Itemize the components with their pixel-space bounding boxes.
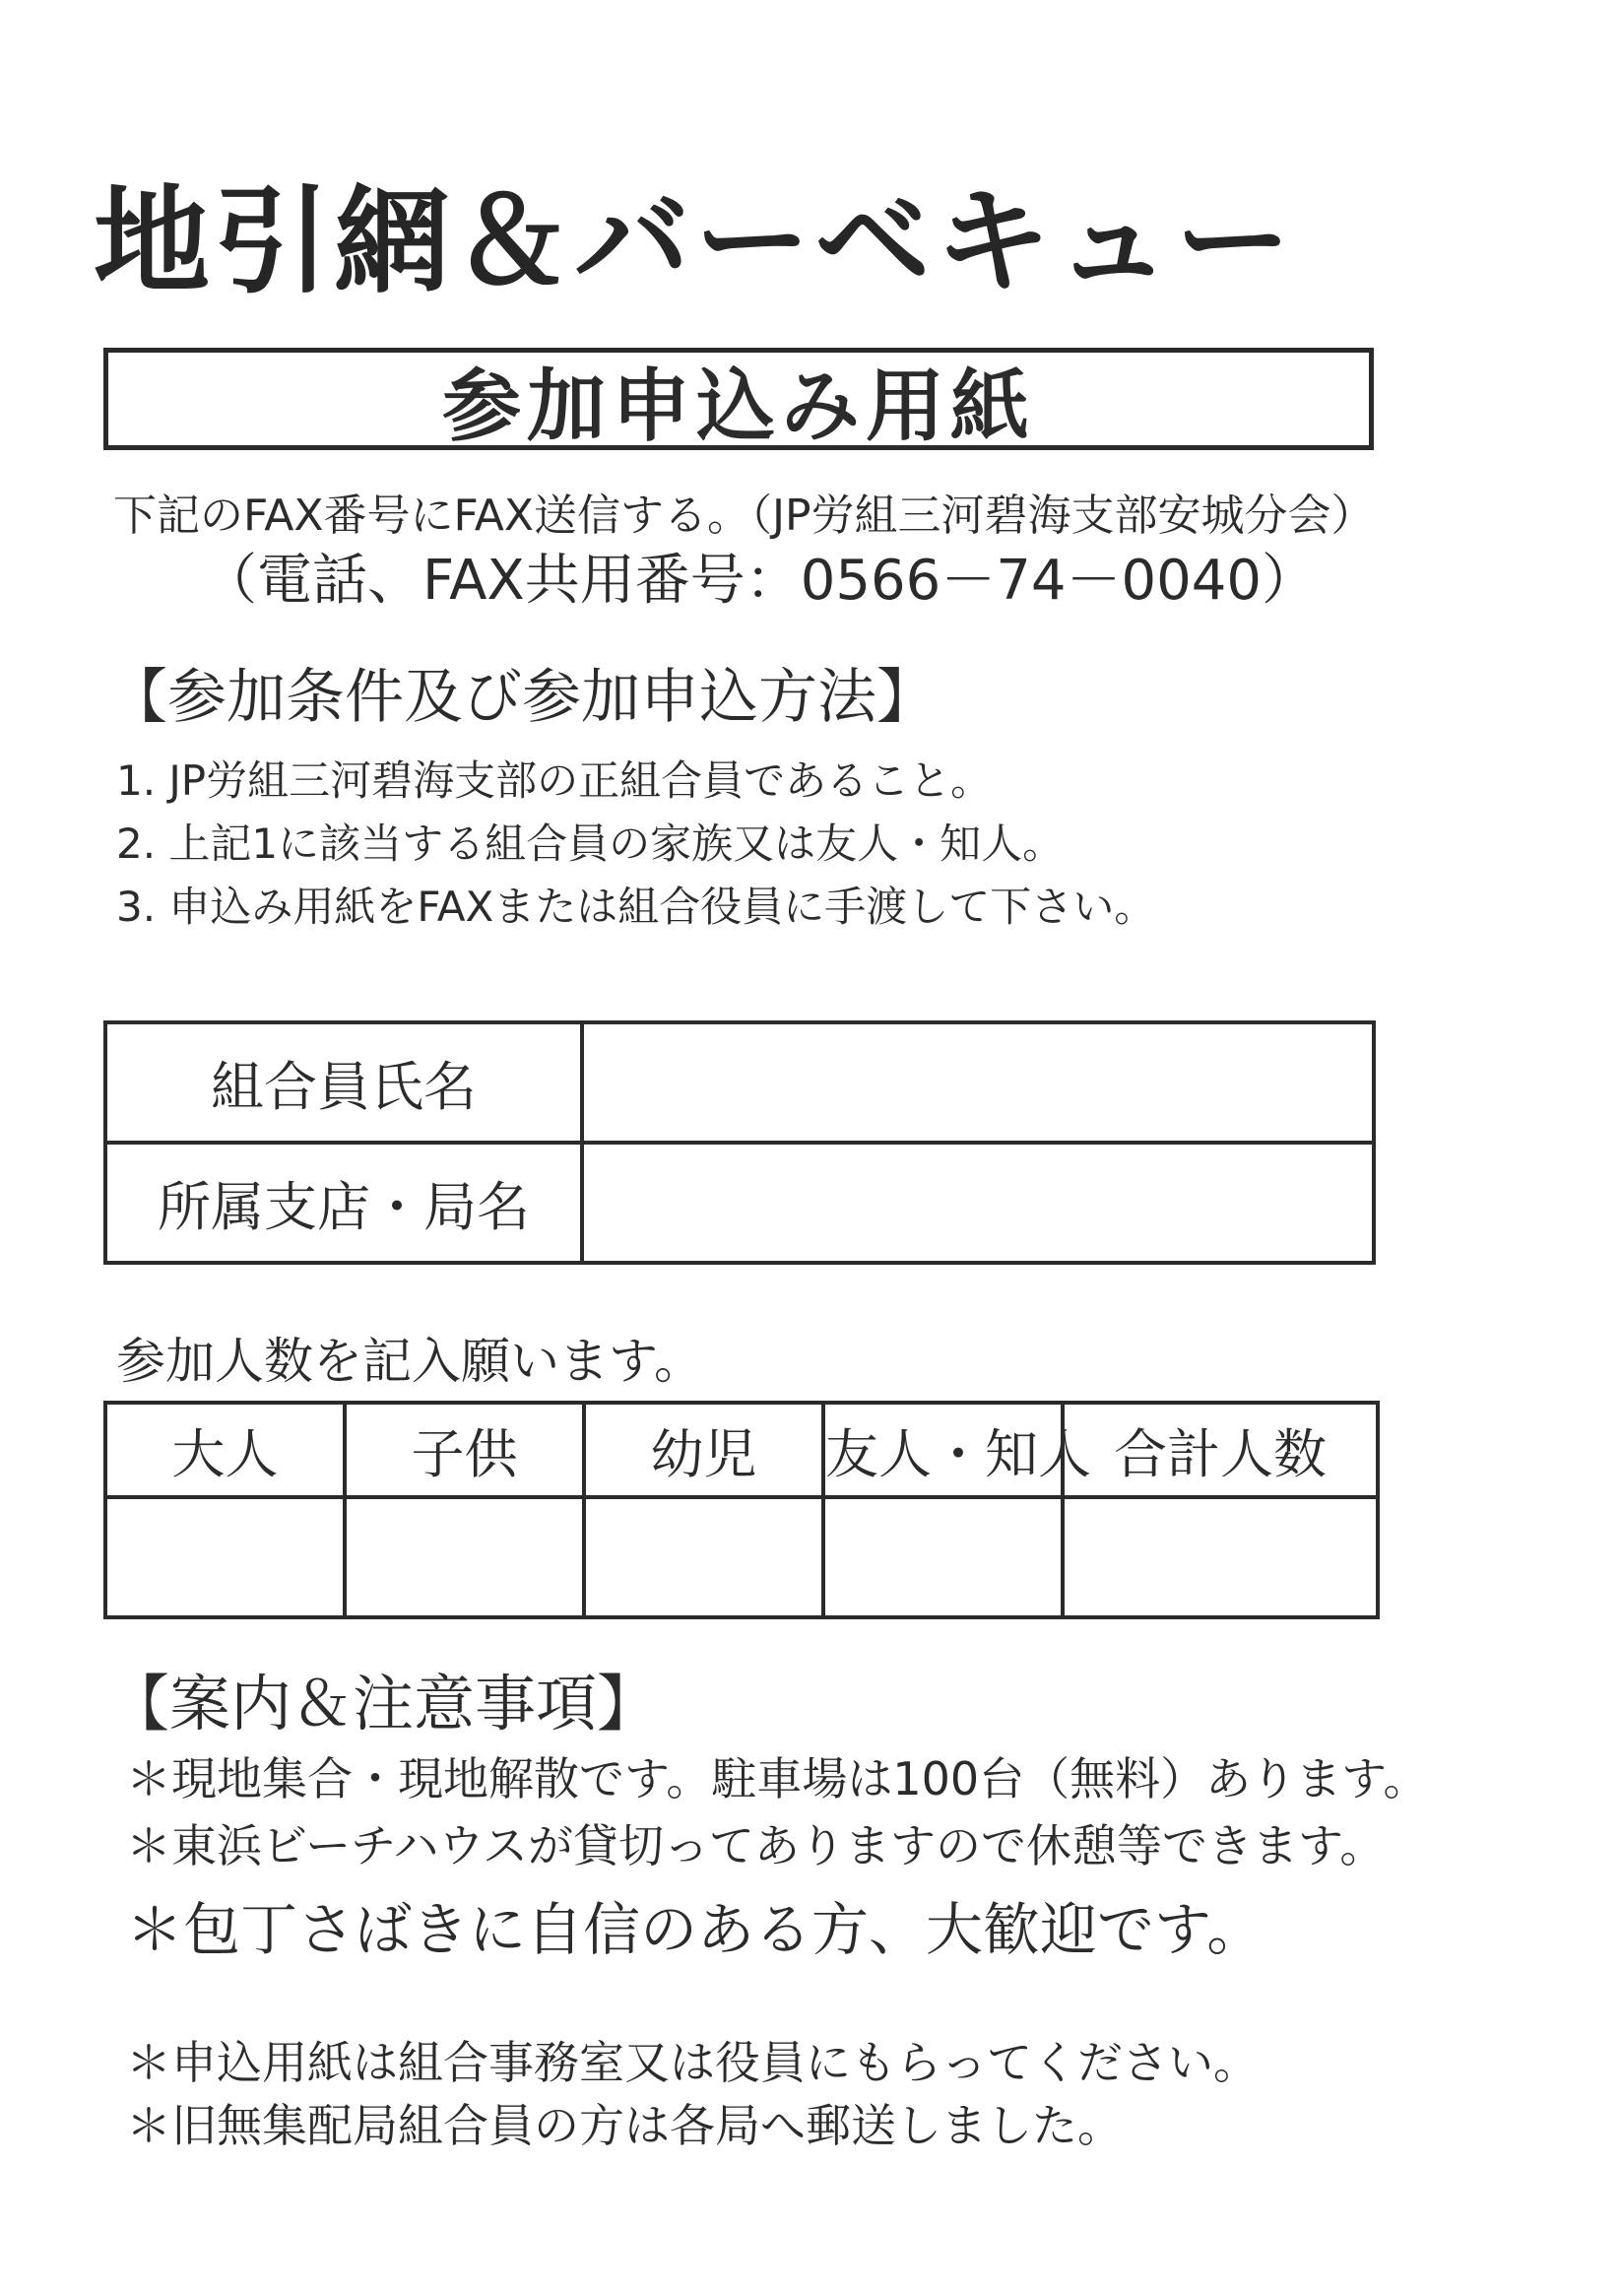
children-count-field[interactable] xyxy=(345,1497,584,1617)
phone-fax-number: （電話、FAX共用番号：0566－74－0040） xyxy=(202,549,1318,613)
table-row xyxy=(105,1022,1374,1143)
page-title: 地引網＆バーベキュー xyxy=(94,173,1296,309)
footer-notice-item: ＊申込用紙は組合事務室又は役員にもらってください。 xyxy=(126,2036,1259,2089)
column-children: 子供 xyxy=(345,1403,584,1497)
member-name-field[interactable] xyxy=(582,1022,1374,1143)
notices-heading: 【案内＆注意事項】 xyxy=(108,1668,659,1739)
column-total: 合計人数 xyxy=(1063,1403,1378,1497)
condition-item: 2. 上記1に該当する組合員の家族又は友人・知人。 xyxy=(116,820,1065,868)
friends-count-field[interactable] xyxy=(823,1497,1063,1617)
adults-count-field[interactable] xyxy=(105,1497,345,1617)
notice-item: ＊東浜ビーチハウスが貸切ってありますので休憩等できます。 xyxy=(126,1819,1386,1872)
conditions-heading: 【参加条件及び参加申込方法】 xyxy=(108,663,936,732)
notice-item: ＊現地集合・現地解散です。駐車場は100台（無料）あります。 xyxy=(126,1752,1429,1805)
footer-notice-item: ＊旧無集配局組合員の方は各局へ郵送しました。 xyxy=(126,2099,1123,2152)
table-header-row xyxy=(105,1403,1378,1497)
condition-item: 1. JP労組三河碧海支部の正組合員であること。 xyxy=(116,756,993,805)
subtitle: 参加申込み用紙 xyxy=(442,360,1035,452)
attendance-note: 参加人数を記入願います。 xyxy=(116,1333,703,1390)
condition-item: 3. 申込み用紙をFAXまたは組合役員に手渡して下さい。 xyxy=(116,883,1156,931)
member-info-table xyxy=(103,1020,1376,1265)
subtitle-box xyxy=(103,348,1374,450)
column-infants: 幼児 xyxy=(584,1403,823,1497)
table-row xyxy=(105,1143,1374,1263)
member-name-label: 組合員氏名 xyxy=(105,1022,582,1143)
total-count-field[interactable] xyxy=(1063,1497,1378,1617)
fax-instruction: 下記のFAX番号にFAX送信する。（JP労組三河碧海支部安城分会） xyxy=(113,491,1375,541)
notice-item-emphasis: ＊包丁さばきに自信のある方、大歓迎です。 xyxy=(126,1896,1264,1963)
branch-name-label: 所属支店・局名 xyxy=(105,1143,582,1263)
attendance-table xyxy=(103,1401,1380,1619)
infants-count-field[interactable] xyxy=(584,1497,823,1617)
branch-name-field[interactable] xyxy=(582,1143,1374,1263)
column-adults: 大人 xyxy=(105,1403,345,1497)
column-friends: 友人・知人 xyxy=(823,1403,1063,1497)
table-row xyxy=(105,1497,1378,1617)
